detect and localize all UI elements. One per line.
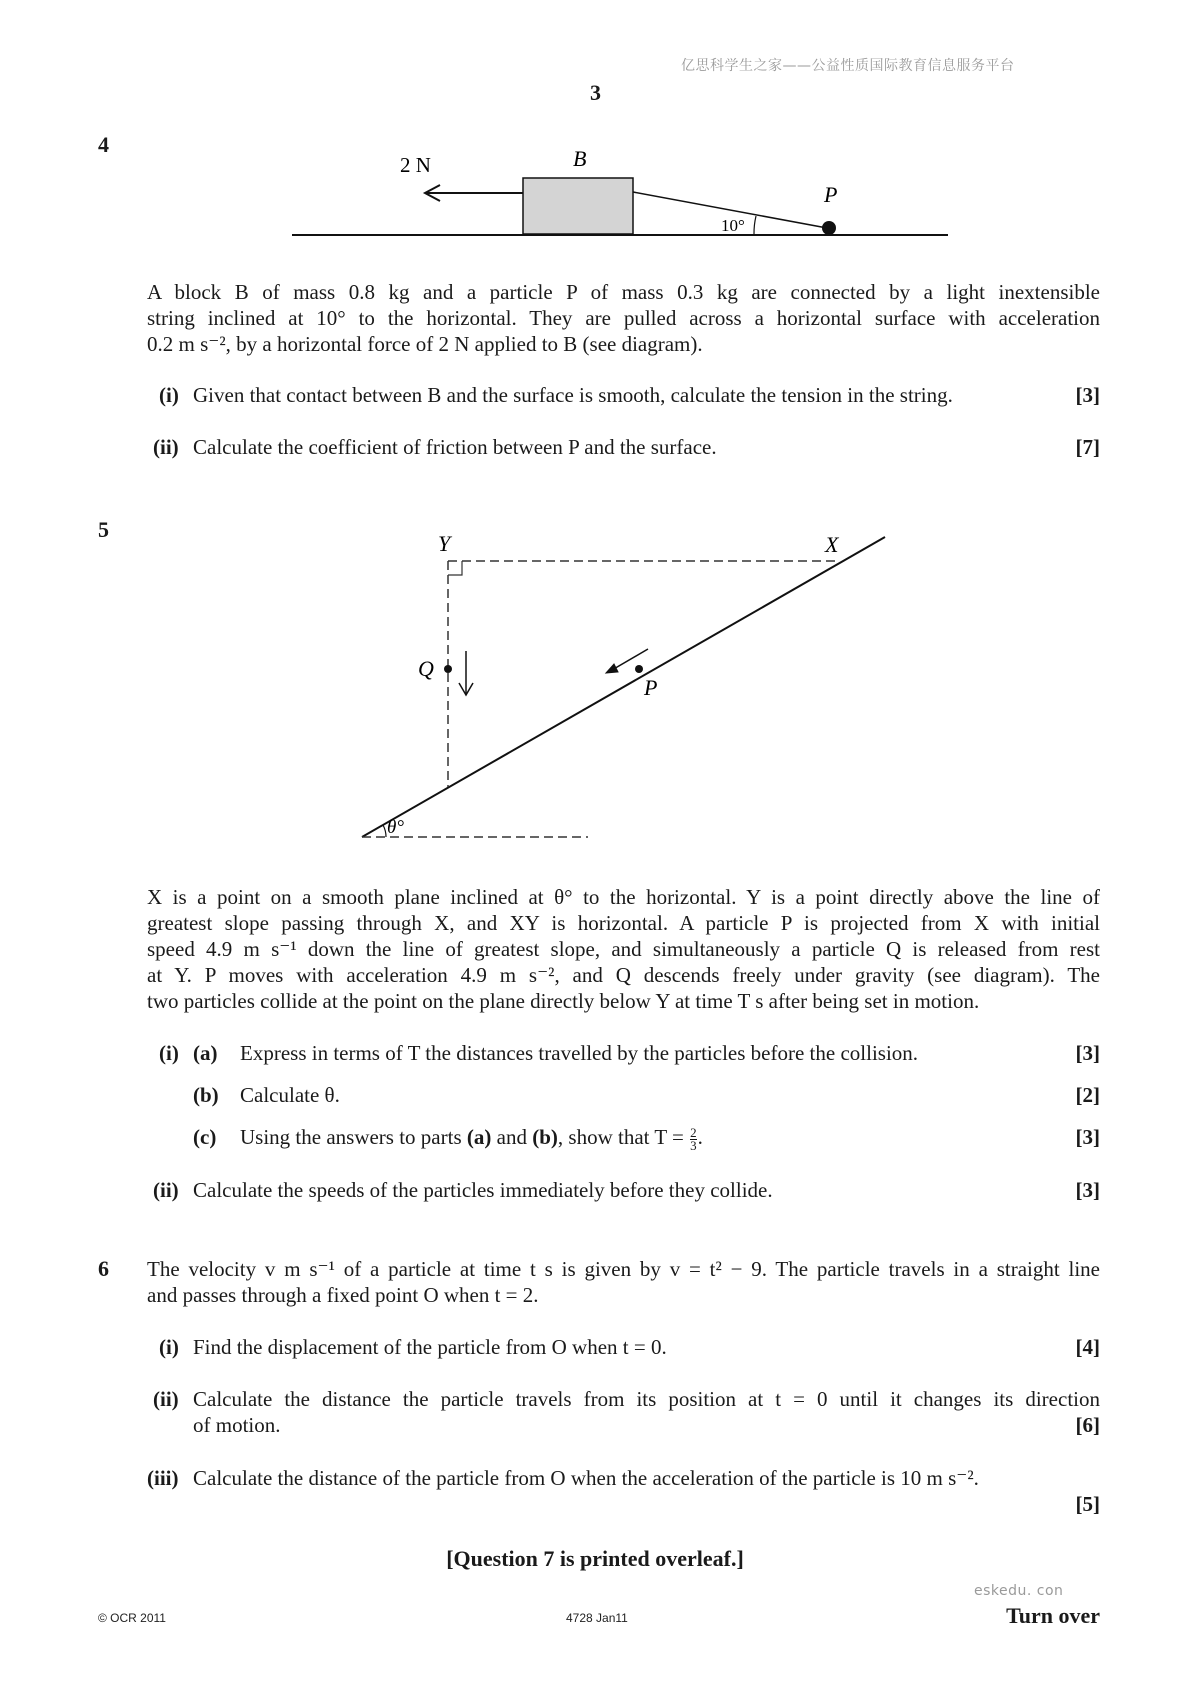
right-angle-mark xyxy=(448,561,462,575)
sub-label: (a) xyxy=(193,1041,218,1065)
q5-stem-line-5: two particles collide at the point on the plane directly below Y at time T s after being set in motion. xyxy=(147,989,980,1013)
q6-stem-line-2: and passes through a fixed point O when t = 2. xyxy=(147,1283,539,1307)
marks: [4] xyxy=(1075,1335,1100,1359)
marks: [7] xyxy=(1075,435,1100,459)
question-4-number: 4 xyxy=(98,132,109,157)
q5-stem-line-1: X is a point on a smooth plane inclined at θ° to the horizontal. Y is a point directly above the line of xyxy=(147,885,1100,909)
q5-part-i-c xyxy=(147,1124,1100,1156)
bottom-watermark: eskedu. con xyxy=(974,1583,1064,1599)
angle-arc xyxy=(754,216,756,234)
part-text: Calculate the distance of the particle from O when the acceleration of the particle is 10 m s⁻². xyxy=(193,1466,979,1490)
marks: [6] xyxy=(1075,1413,1100,1437)
q5-stem-line-4: at Y. P moves with acceleration 4.9 m s⁻², and Q descends freely under gravity (see diagram). The xyxy=(147,963,1100,987)
q4-part-ii xyxy=(147,434,1100,462)
copyright: © OCR 2011 xyxy=(98,1611,166,1625)
fraction: $\frac{2}{3}$ xyxy=(690,1124,697,1153)
theta-label: θ° xyxy=(387,817,404,838)
sub-text: Using the answers to parts (a) and (b), show that T = $\frac{2}{3}$ . xyxy=(240,1124,703,1153)
marks: [3] xyxy=(1075,1178,1100,1202)
part-label: (i) xyxy=(159,383,179,407)
q4-stem-line-3: 0.2 m s⁻², by a horizontal force of 2 N applied to B (see diagram). xyxy=(147,332,703,356)
theta-arc xyxy=(383,825,386,837)
p-arrowhead xyxy=(606,664,618,673)
sub-label: (b) xyxy=(193,1083,219,1107)
paper-code: 4728 Jan11 xyxy=(566,1611,628,1625)
q6-part-i xyxy=(147,1334,1100,1362)
q6-stem-line-1: The velocity v m s⁻¹ of a particle at time t s is given by v = t² − 9. The particle travels in a straight line xyxy=(147,1257,1100,1281)
question-4-diagram xyxy=(280,140,960,245)
page-number: 3 xyxy=(590,80,601,105)
turn-over: Turn over xyxy=(1006,1603,1100,1628)
q4-part-i xyxy=(147,382,1100,410)
sub-text: Express in terms of T the distances travelled by the particles before the collision. xyxy=(240,1041,919,1065)
part-label: (ii) xyxy=(153,1387,179,1411)
incline-line xyxy=(362,537,885,837)
part-label: (ii) xyxy=(153,435,179,459)
angle-label: 10° xyxy=(721,216,745,235)
particle-p xyxy=(822,221,836,235)
part-text: Calculate the speeds of the particles immediately before they collide. xyxy=(193,1178,773,1202)
question-6-number: 6 xyxy=(98,1256,109,1281)
q6-part-iii xyxy=(147,1465,1100,1519)
force-label: 2 N xyxy=(400,153,431,177)
sub-label: (c) xyxy=(193,1125,217,1149)
q4-stem-line-1: A block B of mass 0.8 kg and a particle P of mass 0.3 kg are connected by a light inextensible xyxy=(147,280,1100,304)
q5-part-ii xyxy=(147,1177,1100,1205)
sub-text: Calculate θ. xyxy=(240,1083,340,1107)
particle-q xyxy=(444,665,452,673)
marks: [5] xyxy=(1075,1492,1100,1516)
part-text: Given that contact between B and the surface is smooth, calculate the tension in the string. xyxy=(193,383,953,407)
part-label: (i) xyxy=(159,1041,179,1065)
block-label: B xyxy=(573,146,587,171)
block-b xyxy=(523,178,633,234)
particle-label: P xyxy=(824,182,838,207)
marks: [3] xyxy=(1075,1041,1100,1065)
q-label: Q xyxy=(418,656,434,681)
marks: [3] xyxy=(1075,383,1100,407)
p-arrow-line xyxy=(612,649,648,670)
part-text-line-2: of motion. xyxy=(193,1413,281,1437)
part-label: (ii) xyxy=(153,1178,179,1202)
part-text: Calculate the coefficient of friction between P and the surface. xyxy=(193,435,717,459)
part-label: (i) xyxy=(159,1335,179,1359)
q5-part-i-b xyxy=(147,1082,1100,1110)
particle-p xyxy=(635,665,643,673)
marks: [3] xyxy=(1075,1125,1100,1149)
part-text: Find the displacement of the particle from O when t = 0. xyxy=(193,1335,667,1359)
q5-stem-line-2: greatest slope passing through X, and XY is horizontal. A particle P is projected from X with initial xyxy=(147,911,1100,935)
q5-stem-line-3: speed 4.9 m s⁻¹ down the line of greatest slope, and simultaneously a particle Q is released from rest xyxy=(147,937,1100,961)
q6-part-ii xyxy=(147,1386,1100,1440)
top-watermark: 亿思科学生之家——公益性质国际教育信息服务平台 xyxy=(681,58,1015,74)
part-label: (iii) xyxy=(147,1466,179,1490)
question-5-diagram xyxy=(350,525,910,845)
q5-part-i-a xyxy=(147,1040,1100,1068)
marks: [2] xyxy=(1075,1083,1100,1107)
q4-stem-line-2: string inclined at 10° to the horizontal. They are pulled across a horizontal surface with acceleration xyxy=(147,306,1100,330)
overleaf-note: [Question 7 is printed overleaf.] xyxy=(446,1546,744,1571)
x-label: X xyxy=(825,532,839,557)
y-label: Y xyxy=(438,531,451,556)
question-5-number: 5 xyxy=(98,517,109,542)
part-text-line-1: Calculate the distance the particle travels from its position at t = 0 until it changes its direction xyxy=(193,1387,1100,1411)
p-label: P xyxy=(644,675,658,700)
